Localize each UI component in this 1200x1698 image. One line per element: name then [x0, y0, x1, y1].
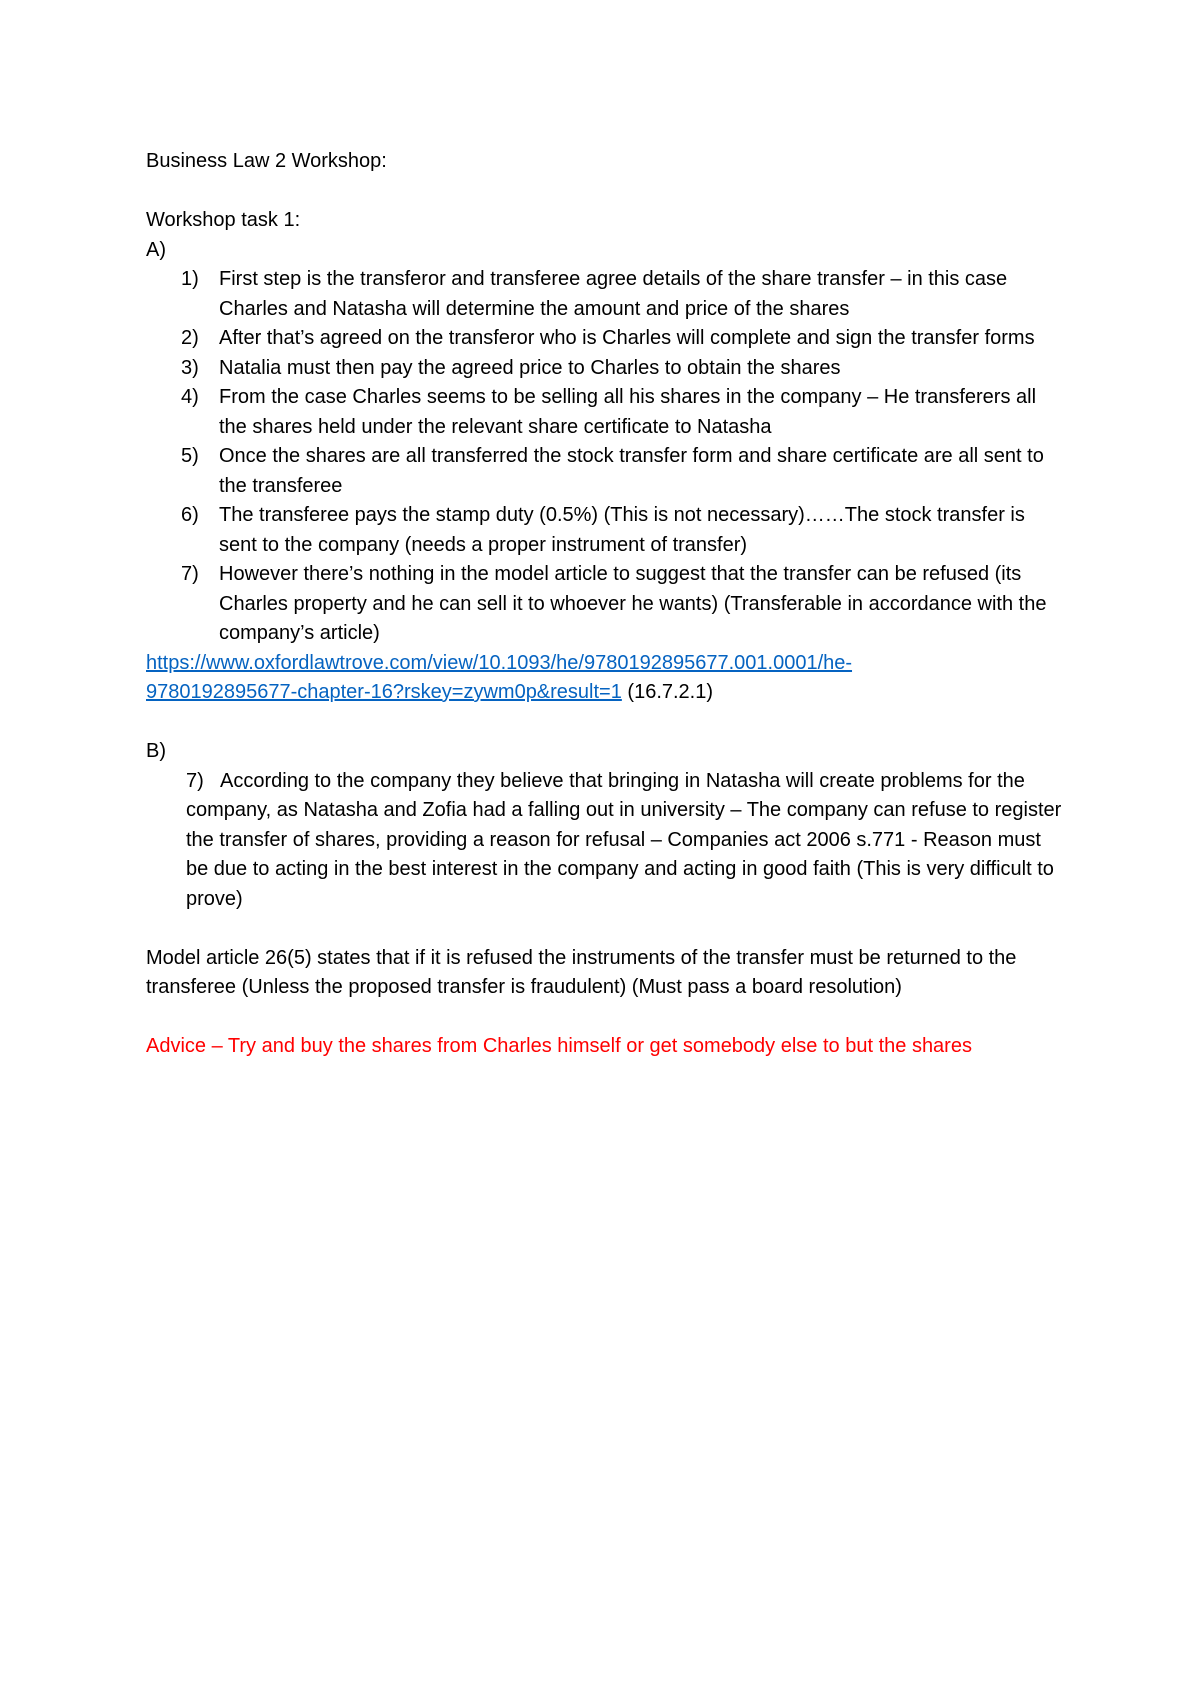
list-item	[146, 501, 1066, 560]
section-a-list	[146, 265, 1066, 649]
section-b-paragraph	[146, 767, 1066, 915]
section-a-label: A)	[146, 238, 166, 261]
document-body	[146, 147, 1066, 1062]
list-item-number: 7)	[181, 563, 199, 585]
list-item-number: 6)	[181, 504, 199, 526]
list-item-number: 3)	[181, 356, 199, 379]
task-heading: Workshop task 1:	[146, 209, 301, 231]
list-item	[146, 383, 1066, 442]
list-item	[146, 560, 1066, 649]
list-item	[146, 354, 1066, 384]
reference-line-1	[146, 649, 1066, 679]
section-b-label: B)	[146, 740, 166, 762]
list-item-number: 5)	[181, 445, 199, 467]
list-item-text: From the case Charles seems to be selling all his shares in the company – He transferers all the shares held under the relevant share certificate to Natasha	[219, 386, 1037, 438]
advice-text: Advice – Try and buy the shares from Charles himself or get somebody else to but the shares	[146, 1035, 972, 1057]
list-item	[146, 324, 1066, 354]
list-item	[146, 442, 1066, 501]
section-b-item-text: According to the company they believe that bringing in Natasha will create problems for the company, as Natasha and Zofia had a falling out in university – The company can refuse to register the transfer of shares, providing a reason for refusal – Companies act 2006 s.771 - Reason must be due to acting in the best interest in the company and acting in good faith (This is very difficult to prove)	[186, 769, 1062, 910]
reference-section-number: (16.7.2.1)	[621, 681, 714, 703]
model-article-paragraph: Model article 26(5) states that if it is refused the instruments of the transfer must be returned to the transferee (Unless the proposed transfer is fraudulent) (Must pass a board resolution)	[146, 946, 1017, 998]
list-item-text: However there’s nothing in the model article to suggest that the transfer can be refused (its Charles property and he can sell it to whoever he wants) (Transferable in accordance with the company’s article)	[219, 563, 1047, 644]
list-item-number: 1)	[181, 268, 199, 290]
document-title: Business Law 2 Workshop:	[146, 150, 387, 172]
list-item-text: After that’s agreed on the transferor who is Charles will complete and sign the transfer forms	[219, 327, 1035, 349]
reference-line-2	[146, 678, 1066, 708]
list-item-number: 2)	[181, 327, 199, 349]
section-b-item-number: 7)	[186, 769, 204, 792]
list-item-text: The transferee pays the stamp duty (0.5%) (This is not necessary)……The stock transfer is sent to the company (needs a proper instrument of transfer)	[219, 504, 1025, 556]
list-item-text: Once the shares are all transferred the stock transfer form and share certificate are all sent to the transferee	[219, 445, 1044, 497]
list-item-text: First step is the transferor and transferee agree details of the share transfer – in this case Charles and Natasha will determine the amount and price of the shares	[219, 268, 1008, 320]
list-item	[146, 265, 1066, 324]
reference-link-part-1[interactable]: https://www.oxfordlawtrove.com/view/10.1093/he/9780192895677.001.0001/he-	[146, 651, 853, 674]
reference-link-part-2[interactable]: 9780192895677-chapter-16?rskey=zywm0p&result=1	[146, 681, 622, 703]
list-item-number: 4)	[181, 386, 199, 408]
list-item-text: Natalia must then pay the agreed price to Charles to obtain the shares	[219, 356, 841, 379]
